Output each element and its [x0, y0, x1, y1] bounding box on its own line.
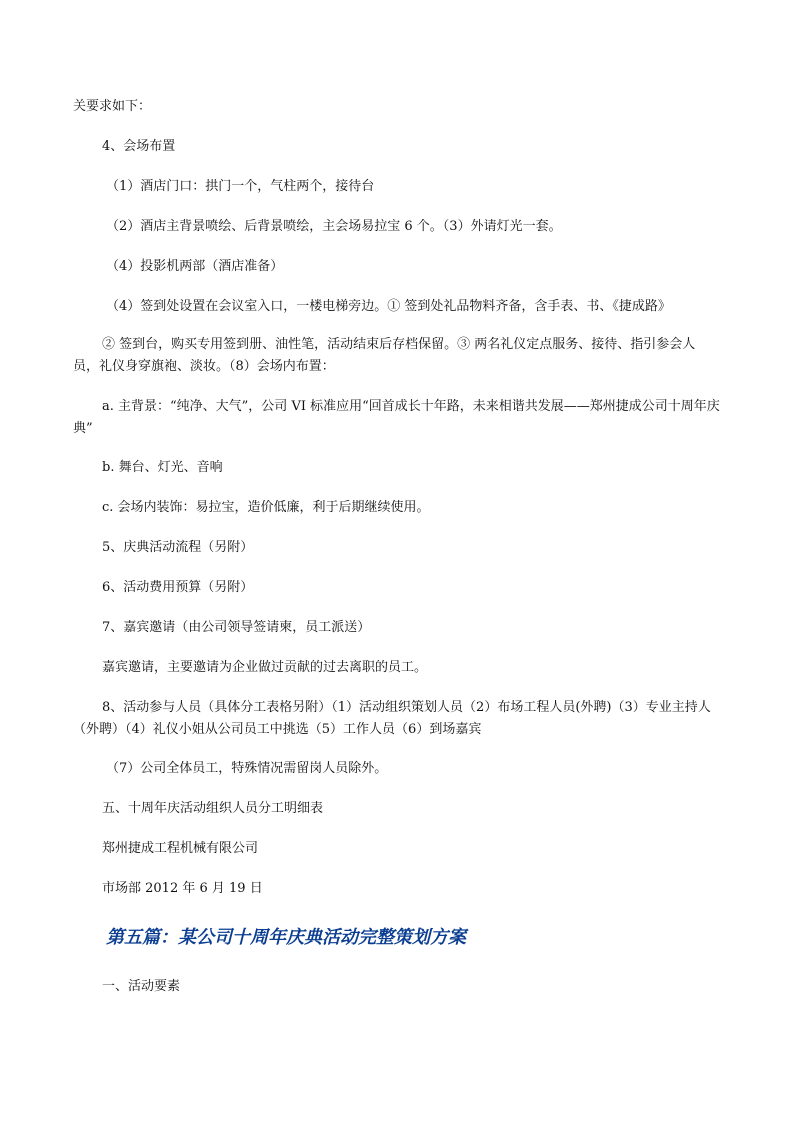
- paragraph-stage-lighting: b. 舞台、灯光、音响: [102, 460, 223, 475]
- paragraph-projectors: （4）投影机两部（酒店准备）: [106, 259, 284, 274]
- paragraph-activity-elements: 一、活动要素: [102, 979, 181, 994]
- paragraph-department-date: 市场部 2012 年 6 月 19 日: [102, 881, 263, 896]
- paragraph-hotel-entrance: （1）酒店门口：拱门一个，气柱两个，接待台: [106, 179, 375, 194]
- paragraph-signin-location: （4）签到处设置在会议室入口，一楼电梯旁边。① 签到处礼品物料齐备，含手表、书、《捷成路》: [106, 299, 671, 314]
- paragraph-main-backdrop: a. 主背景：“纯净、大气”，公司 VI 标准应用“回首成长十年路，未来相谐共发展——郑州捷成公司十周年庆典”: [73, 399, 720, 436]
- paragraph-signin-desk: ② 签到台，购买专用签到册、油性笔，活动结束后存档保留。③ 两名礼仪定点服务、接待、指引参会人员，礼仪身穿旗袍、淡妆。（8）会场内布置：: [73, 337, 696, 374]
- paragraph-ceremony-process: 5、庆典活动流程（另附）: [102, 540, 254, 555]
- section-heading: 第五篇：某公司十周年庆典活动完整策划方案: [106, 927, 466, 948]
- paragraph-division-table: 五、十周年庆活动组织人员分工明细表: [102, 801, 324, 816]
- paragraph-venue-layout: 4、会场布置: [102, 139, 176, 154]
- paragraph-all-staff: （7）公司全体员工，特殊情况需留岗人员除外。: [106, 761, 388, 776]
- paragraph-budget: 6、活动费用预算（另附）: [102, 580, 254, 595]
- paragraph-hotel-backdrop: （2）酒店主背景喷绘、后背景喷绘，主会场易拉宝 6 个。（3）外请灯光一套。: [106, 219, 562, 234]
- paragraph-venue-decoration: c. 会场内装饰：易拉宝，造价低廉，利于后期继续使用。: [102, 500, 430, 515]
- paragraph-guest-invitation-detail: 嘉宾邀请，主要邀请为企业做过贡献的过去离职的员工。: [102, 660, 428, 675]
- paragraph-requirements-intro: 关要求如下：: [73, 99, 152, 114]
- paragraph-company-name: 郑州捷成工程机械有限公司: [102, 841, 259, 856]
- paragraph-participants: 8、活动参与人员（具体分工表格另附）（1）活动组织策划人员（2）布场工程人员(外聘)（3）专业主持人（外聘）（4）礼仪小姐从公司员工中挑选（5）工作人员（6）到场嘉宾: [73, 700, 711, 737]
- paragraph-guest-invitation: 7、嘉宾邀请（由公司领导签请柬，员工派送）: [102, 620, 371, 635]
